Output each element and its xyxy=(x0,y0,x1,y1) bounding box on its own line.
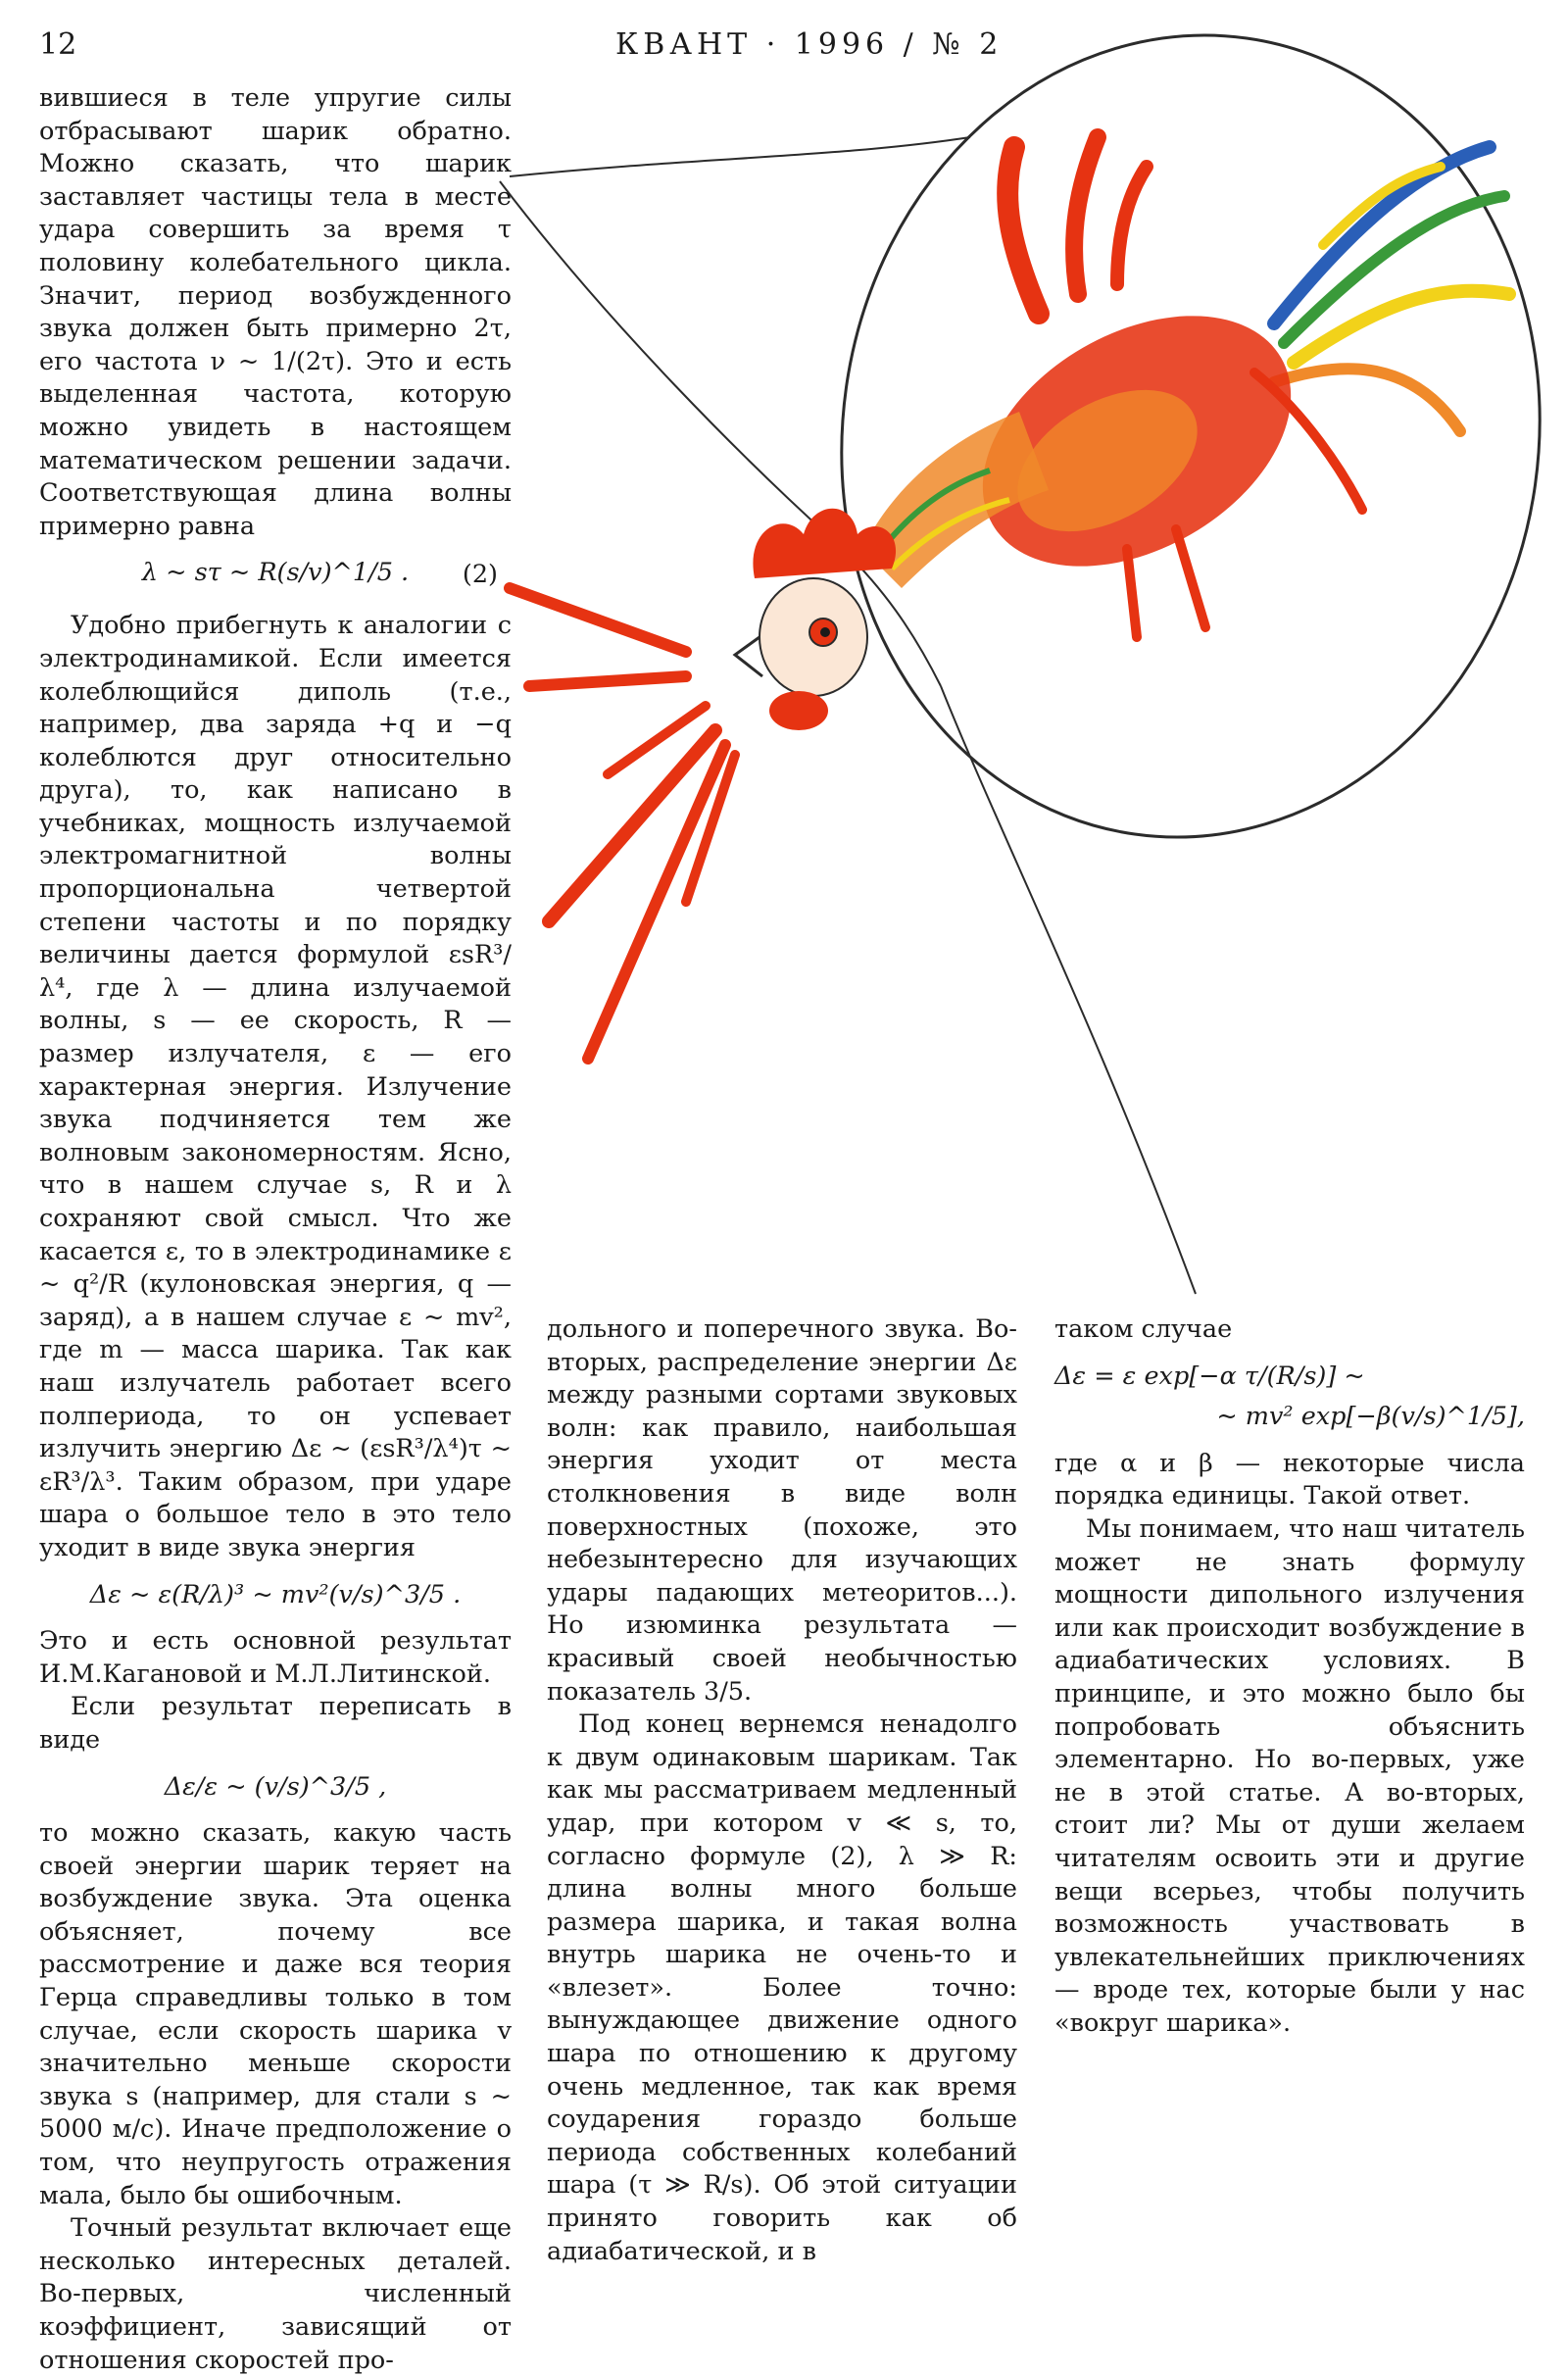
rooster-wattle xyxy=(769,691,828,730)
rooster-eye xyxy=(809,619,837,646)
sketch-line-diagonal xyxy=(500,181,941,686)
col3-paragraph-3: Мы понимаем, что наш читатель может не знать формулу мощности дипольного излучения или как происходит возбуждение в адиабатических условиях. В принципе, и это можно было бы попробовать объяснить элементарно. Но во-первых, уже не в этой статье. А во-вторых, стоит ли? Мы от души желаем читателям освоить эти и другие вещи всерьез, чтобы получить возможность участвовать в увлекательнейших приключениях — вроде тех, которые были у нас «вокруг шарика». xyxy=(1054,1513,1525,2038)
col1-paragraph-4: Если результат переписать в виде xyxy=(39,1692,512,1755)
column-2 xyxy=(547,1313,1017,2268)
bubble-circle xyxy=(790,0,1568,882)
col3-paragraph-1: таком случае xyxy=(1054,1314,1233,1344)
sketch-line-tail xyxy=(941,686,1196,1294)
col2-paragraph-2: Под конец вернемся ненадолго к двум одинаковым шарикам. Так как мы рассматриваем медленный удар, при котором v ≪ s, то, согласно формуле (2), λ ≫ R: длина волны много больше размера шарика, и такая волна внутрь шарика не очень-то и «влезет». Более точно: вынуждающее движение одного шара по отношению к другому очень медленное, так как время соударения гораздо больше периода собственных колебаний шара (τ ≫ R/s). Об этой ситуации принято говорить как об адиабатической, и в xyxy=(547,1709,1017,2266)
formula-5b: ~ mv² exp[−β(v/s)^1/5], xyxy=(1216,1402,1525,1432)
journal-title: КВАНТ · 1996 / № 2 xyxy=(615,27,1004,62)
col1-paragraph-2: Удобно прибегнуть к аналогии с электродинамикой. Если имеется колеблющийся диполь (т.е., например, два заряда +q и −q колеблются друг относительно друга), то, как написано в учебниках, мощность излучаемой электромагнитной волны пропорциональна четвертой степени частоты и по порядку величины дается формулой εsR³/λ⁴, где λ — длина излучаемой волны, s — ее скорость, R — размер излучателя, ε — его характерная энергия. Излучение звука подчиняется тем же волновым закономерностям. Ясно, что в нашем случае s, R и λ сохраняют свой смысл. Что же касается ε, то в электродинамике ε ~ q²/R (кулоновская энергия, q — заряд), а в нашем случае ε ~ mv², где m — масса шарика. Так как наш излучатель работает всего полпериода, то он успевает излучить энергию Δε ~ (εsR³/λ⁴)τ ~ εR³/λ³. Таким образом, при ударе шара о большое тело в это тело уходит в виде звука энергия xyxy=(39,611,512,1562)
formula-2: λ ~ sτ ~ R(s/v)^1/5 . (2) xyxy=(39,543,512,610)
rooster-beak xyxy=(735,637,762,676)
column-1 xyxy=(39,82,512,2377)
col3-paragraph-2: где α и β — некоторые числа порядка единицы. Такой ответ. xyxy=(1054,1448,1525,1511)
neck xyxy=(862,412,1049,588)
col2-paragraph-1: дольного и поперечного звука. Во-вторых, распределение энергии Δε между разными сортами звуковых волн: как правило, наибольшая энергия уходит от места столкновения в виде волн поверхностных (похоже, это небезынтересно для изучающих удары падающих метеоритов...). Но изюминка результата — красивый своей необычностью показатель 3/5. xyxy=(547,1314,1017,1707)
page-header xyxy=(0,18,1568,67)
formula-3: Δε ~ ε(R/λ)³ ~ mv²(v/s)^3/5 . xyxy=(89,1579,462,1609)
rooster-comb xyxy=(753,509,896,578)
rooster-head xyxy=(760,578,867,696)
formula-4: Δε/ε ~ (v/s)^3/5 , xyxy=(164,1771,387,1802)
column-3 xyxy=(1054,1313,1525,2040)
tail-feathers xyxy=(1254,147,1509,510)
sketch-line-top xyxy=(510,137,970,176)
rooster-body xyxy=(939,265,1335,619)
formula-5a: Δε = ε exp[−α τ/(R/s)] ~ xyxy=(1054,1361,1365,1391)
col1-paragraph-3: Это и есть основной результат И.М.Кагановой и М.Л.Литинской. xyxy=(39,1626,512,1689)
page-number: 12 xyxy=(39,27,77,62)
col1-paragraph-5: то можно сказать, какую часть своей энергии шарик теряет на возбуждение звука. Эта оценка объясняет, почему все рассмотрение и даже вся теория Герца справедливы только в том случае, если скорость шарика v значительно меньше скорости звука s (например, для стали s ~ 5000 м/с). Иначе предположение о том, что неупругость отражения мала, было бы ошибочным. xyxy=(39,1818,512,2210)
col1-paragraph-1: вившиеся в теле упругие силы отбрасывают шарик обратно. Можно сказать, что шарик заставляет частицы тела в месте удара совершить за время τ половину колебательного цикла. Значит, период возбужденного звука должен быть примерно 2τ, его частота ν ~ 1/(2τ). Это и есть выделенная частота, которую можно увидеть в настоящем математическом решении задачи. Соответствующая длина волны примерно равна xyxy=(39,83,512,541)
crow-rays xyxy=(510,588,735,1059)
col1-paragraph-6: Точный результат включает еще несколько интересных деталей. Во-первых, численный коэффициент, зависящий от отношения скоростей про- xyxy=(39,2213,512,2375)
wing-feathers xyxy=(1007,137,1147,314)
rooster-legs xyxy=(1127,529,1205,637)
formula-2-number: (2) xyxy=(462,560,498,590)
